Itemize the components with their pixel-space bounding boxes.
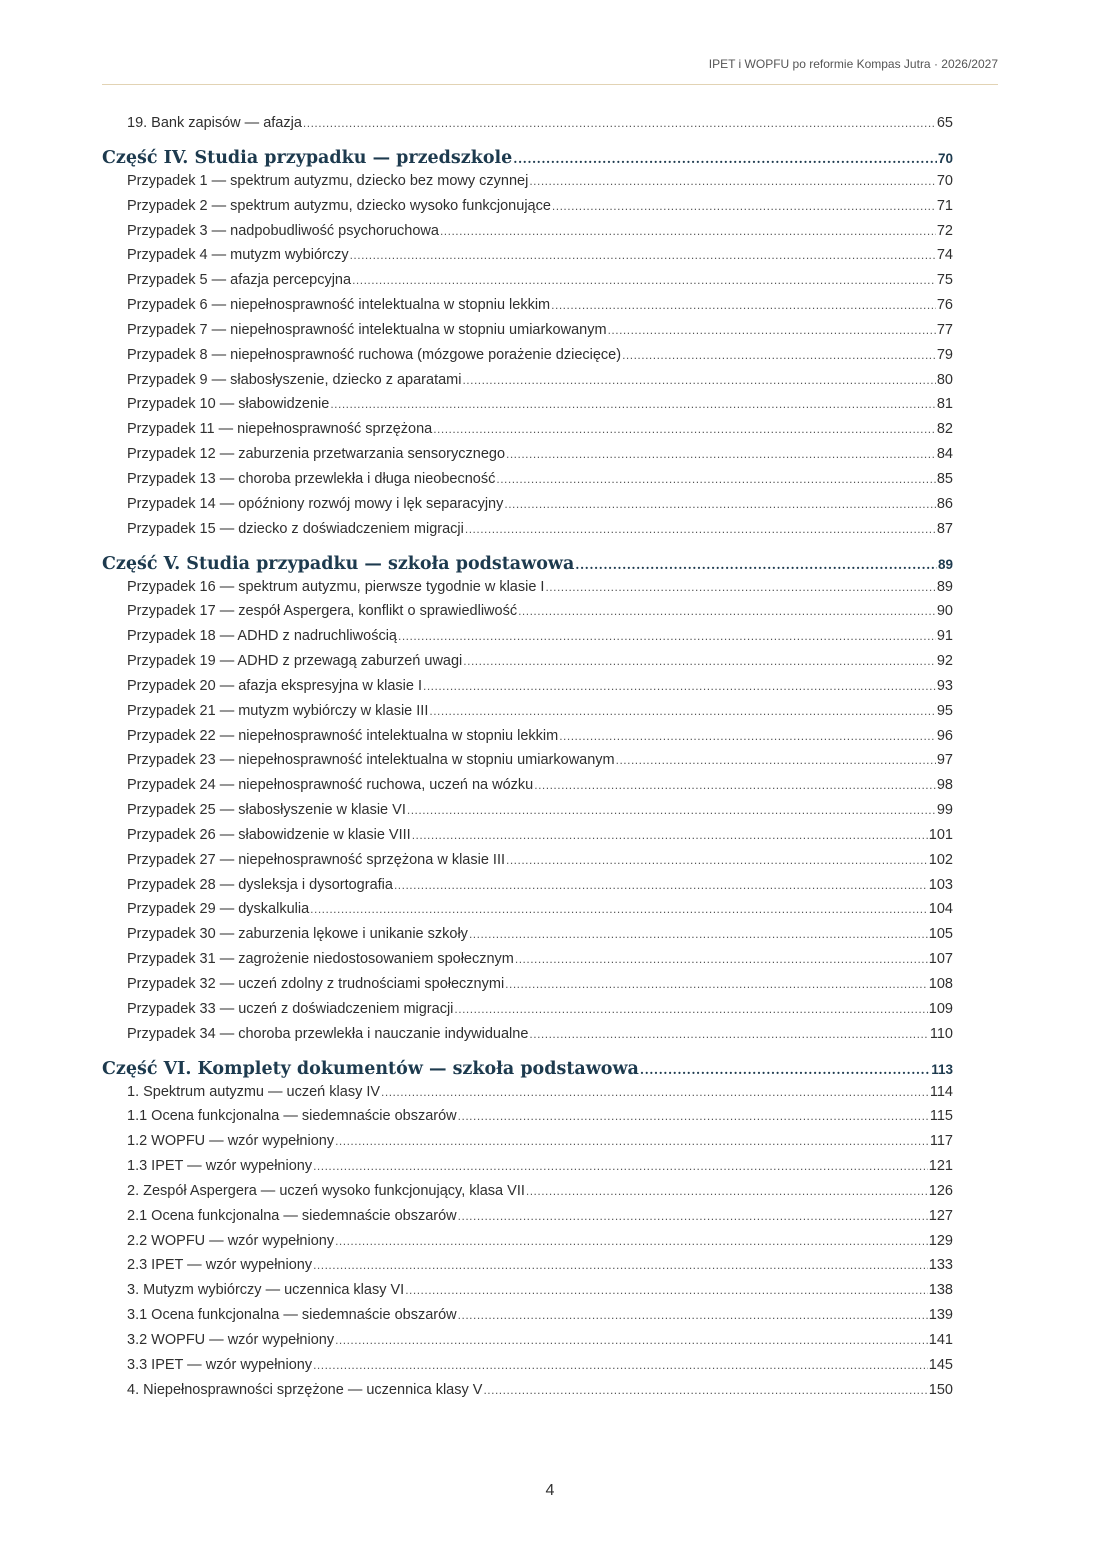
toc-page-number: 65 (936, 115, 953, 131)
dot-leader (463, 654, 936, 668)
dot-leader (534, 778, 936, 792)
dot-leader (622, 348, 936, 362)
toc-entry[interactable] (102, 1208, 953, 1233)
toc-page-number: 129 (928, 1232, 953, 1249)
toc-entry[interactable] (102, 471, 953, 496)
dot-leader (335, 1234, 928, 1248)
toc-page-number: 102 (928, 851, 953, 868)
toc-page-number: 139 (928, 1307, 953, 1324)
toc-entry-title: 1.2 WOPFU — wzór wypełniony (127, 1133, 335, 1150)
toc-entry[interactable] (102, 1001, 953, 1026)
toc-entry-title: Przypadek 26 — słabowidzenie w klasie VIII (127, 826, 411, 843)
dot-leader (575, 558, 937, 572)
toc-page-number: 96 (936, 727, 953, 744)
toc-entry[interactable] (102, 877, 953, 902)
toc-entry[interactable] (102, 396, 953, 421)
toc-entry[interactable] (102, 322, 953, 347)
toc-entry-title: Przypadek 13 — choroba przewlekła i długa nieobecność (127, 470, 496, 487)
toc-page-number: 104 (928, 901, 953, 918)
running-header: IPET i WOPFU po reformie Kompas Jutra · 2026/2027 (708, 57, 998, 71)
toc-entry-title: Przypadek 29 — dyskalkulia (127, 901, 310, 918)
dot-leader (506, 853, 928, 867)
toc-entry-title: 2.2 WOPFU — wzór wypełniony (127, 1232, 335, 1249)
toc-entry[interactable] (102, 446, 953, 471)
toc-entry-title: Przypadek 12 — zaburzenia przetwarzania sensorycznego (127, 446, 506, 463)
dot-leader (458, 1209, 928, 1223)
toc-entry-title: Przypadek 15 — dziecko z doświadczeniem migracji (127, 520, 464, 537)
toc-entry-title: Przypadek 25 — słabosłyszenie w klasie VI (127, 802, 406, 819)
toc-entry[interactable] (102, 653, 953, 678)
toc-page-number: 109 (928, 1000, 953, 1017)
dot-leader (454, 1002, 927, 1016)
toc-entry[interactable] (102, 1233, 953, 1258)
toc-entry-title: Przypadek 17 — zespół Aspergera, konflikt o sprawiedliwość (127, 603, 518, 620)
toc-entry[interactable] (102, 1026, 953, 1051)
toc-entry[interactable] (102, 173, 953, 198)
toc-page-number: 101 (928, 826, 953, 843)
toc-entry[interactable] (102, 1332, 953, 1357)
toc-page-number: 75 (936, 272, 953, 289)
toc-entry-title: Przypadek 7 — niepełnosprawność intelektualna w stopniu umiarkowanym (127, 321, 607, 338)
toc-entry[interactable] (102, 1257, 953, 1282)
toc-page-number: 121 (928, 1158, 953, 1175)
toc-entry-title: 3.2 WOPFU — wzór wypełniony (127, 1331, 335, 1348)
toc-entry-title: Część IV. Studia przypadku — przedszkole (102, 147, 513, 168)
toc-page-number: 126 (928, 1182, 953, 1199)
toc-entry-title: Przypadek 32 — uczeń zdolny z trudnościami społecznymi (127, 976, 505, 992)
toc-page-number: 95 (936, 702, 953, 719)
dot-leader (440, 224, 936, 238)
toc-entry[interactable] (102, 198, 953, 223)
toc-entry-title: Przypadek 8 — niepełnosprawność ruchowa (mózgowe porażenie dziecięce) (127, 346, 622, 363)
dot-leader (381, 1085, 929, 1099)
toc-page-number: 133 (928, 1257, 953, 1274)
toc-page-number: 77 (936, 321, 953, 338)
toc-part-heading[interactable] (102, 148, 953, 173)
dot-leader (394, 878, 928, 892)
toc-entry-title: Przypadek 21 — mutyzm wybiórczy w klasie III (127, 702, 429, 719)
toc-entry-title: Przypadek 28 — dysleksja i dysortografia (127, 876, 393, 893)
toc-entry-title: Część V. Studia przypadku — szkoła podstawowa (102, 553, 575, 574)
toc-entry[interactable] (102, 521, 953, 546)
toc-page-number: 79 (936, 346, 953, 363)
toc-entry-title: Przypadek 11 — niepełnosprawność sprzężona (127, 421, 433, 438)
dot-leader (423, 679, 936, 693)
toc-page-number: 71 (936, 197, 953, 214)
toc-entry[interactable] (102, 802, 953, 827)
dot-leader (526, 1184, 928, 1198)
toc-entry-title: Przypadek 24 — niepełnosprawność ruchowa, uczeń na wózku (127, 777, 534, 794)
toc-entry-title: 2.3 IPET — wzór wypełniony (127, 1257, 313, 1274)
toc-page-number: 141 (928, 1331, 953, 1348)
header-divider (102, 84, 998, 85)
dot-leader (469, 927, 928, 941)
toc-entry-title: Przypadek 27 — niepełnosprawność sprzężona w klasie III (127, 851, 505, 868)
toc-entry[interactable] (102, 421, 953, 446)
toc-page-number: 70 (937, 150, 953, 166)
toc-page-number: 87 (936, 520, 953, 537)
toc-page-number: 113 (931, 1061, 953, 1077)
toc-entry[interactable] (102, 1307, 953, 1332)
dot-leader (458, 1308, 928, 1322)
toc-page-number: 127 (928, 1207, 953, 1224)
toc-entry[interactable] (102, 247, 953, 272)
toc-page-number: 93 (936, 677, 953, 694)
toc-entry[interactable] (102, 297, 953, 322)
toc-entry-title: Przypadek 20 — afazja ekspresyjna w klasie I (127, 677, 422, 694)
toc-entry[interactable] (102, 1108, 953, 1133)
toc-entry-title: Przypadek 18 — ADHD z nadruchliwością (127, 628, 397, 645)
toc-entry-title: Przypadek 23 — niepełnosprawność intelektualna w stopniu umiarkowanym (127, 752, 615, 769)
toc-page-number: 92 (936, 653, 953, 670)
toc-page-number: 86 (936, 495, 953, 512)
toc-entry[interactable] (102, 223, 953, 248)
dot-leader (513, 152, 937, 166)
toc-page-number: 138 (928, 1282, 953, 1299)
toc-entry[interactable] (102, 678, 953, 703)
toc-entry-title: Przypadek 19 — ADHD z przewagą zaburzeń uwagi (127, 653, 463, 670)
dot-leader (429, 704, 935, 718)
toc-entry[interactable] (102, 1133, 953, 1158)
dot-leader (350, 248, 936, 262)
dot-leader (504, 497, 935, 511)
dot-leader (616, 753, 936, 767)
dot-leader (310, 902, 928, 916)
table-of-contents (102, 115, 953, 1407)
dot-leader (483, 1383, 927, 1397)
toc-entry-title: 1.1 Ocena funkcjonalna — siedemnaście obszarów (127, 1108, 457, 1125)
toc-entry-title: Przypadek 9 — słabosłyszenie, dziecko z aparatami (127, 371, 462, 388)
toc-entry-title: Przypadek 14 — opóźniony rozwój mowy i lęk separacyjny (127, 495, 504, 512)
toc-entry[interactable] (102, 115, 953, 140)
toc-page-number: 114 (929, 1083, 953, 1100)
dot-leader (608, 323, 936, 337)
toc-page-number: 70 (936, 172, 953, 189)
dot-leader (313, 1159, 928, 1173)
dot-leader (545, 580, 935, 594)
toc-entry-title: 1. Spektrum autyzmu — uczeń klasy IV (127, 1083, 381, 1100)
dot-leader (313, 1358, 928, 1372)
toc-entry[interactable] (102, 852, 953, 877)
dot-leader (405, 1283, 928, 1297)
toc-part-heading[interactable] (102, 1059, 953, 1084)
toc-entry[interactable] (102, 496, 953, 521)
toc-entry-title: 2.1 Ocena funkcjonalna — siedemnaście obszarów (127, 1207, 457, 1224)
dot-leader (407, 803, 936, 817)
toc-page-number: 74 (936, 247, 953, 264)
toc-page-number: 89 (936, 578, 953, 595)
toc-entry-title: Przypadek 4 — mutyzm wybiórczy (127, 247, 349, 264)
toc-page-number: 115 (929, 1108, 953, 1125)
dot-leader (505, 977, 928, 991)
toc-entry-title: Przypadek 31 — zagrożenie niedostosowaniem społecznym (127, 951, 514, 968)
dot-leader (335, 1333, 928, 1347)
toc-entry[interactable] (102, 951, 953, 976)
toc-entry[interactable] (102, 777, 953, 802)
toc-entry-title: 19. Bank zapisów — afazja (127, 115, 302, 131)
dot-leader (313, 1258, 928, 1272)
toc-entry-title: Przypadek 5 — afazja percepcyjna (127, 272, 352, 289)
dot-leader (433, 422, 936, 436)
toc-entry[interactable] (102, 628, 953, 653)
toc-entry[interactable] (102, 901, 953, 926)
dot-leader (458, 1109, 929, 1123)
toc-page-number: 97 (936, 752, 953, 769)
toc-page-number: 84 (936, 446, 953, 463)
toc-entry[interactable] (102, 1382, 953, 1407)
toc-entry[interactable] (102, 1158, 953, 1183)
toc-entry[interactable] (102, 272, 953, 297)
toc-page-number: 103 (928, 876, 953, 893)
toc-entry[interactable] (102, 1183, 953, 1208)
toc-entry-title: 3.3 IPET — wzór wypełniony (127, 1356, 313, 1373)
toc-page-number: 108 (928, 976, 953, 992)
toc-page-number: 99 (936, 802, 953, 819)
toc-entry[interactable] (102, 1084, 953, 1109)
page-number: 4 (545, 1482, 555, 1499)
toc-page-number: 80 (936, 371, 953, 388)
toc-page-number: 145 (928, 1356, 953, 1373)
dot-leader (398, 629, 936, 643)
toc-entry-title: 4. Niepełnosprawności sprzężone — uczennica klasy V (127, 1381, 483, 1398)
toc-page-number: 72 (936, 222, 953, 239)
toc-entry-title: Przypadek 30 — zaburzenia lękowe i unikanie szkoły (127, 926, 468, 943)
dot-leader (330, 397, 936, 411)
toc-entry[interactable] (102, 579, 953, 604)
toc-page-number: 110 (929, 1025, 953, 1042)
toc-entry-title: Przypadek 34 — choroba przewlekła i nauczanie indywidualne (127, 1025, 529, 1042)
toc-page-number: 105 (928, 926, 953, 943)
dot-leader (303, 116, 936, 130)
toc-page-number: 82 (936, 421, 953, 438)
toc-entry-title: Przypadek 6 — niepełnosprawność intelektualna w stopniu lekkim (127, 297, 551, 314)
dot-leader (465, 522, 936, 536)
toc-entry-title: Przypadek 10 — słabowidzenie (127, 396, 330, 413)
toc-entry-title: Przypadek 1 — spektrum autyzmu, dziecko bez mowy czynnej (127, 172, 529, 189)
toc-entry-title: Część VI. Komplety dokumentów — szkoła podstawowa (102, 1058, 639, 1079)
toc-page-number: 76 (936, 297, 953, 314)
toc-page-number: 85 (936, 470, 953, 487)
dot-leader (529, 1027, 928, 1041)
toc-entry-title: Przypadek 3 — nadpobudliwość psychoruchowa (127, 222, 439, 239)
toc-entry-title: Przypadek 33 — uczeń z doświadczeniem migracji (127, 1000, 454, 1017)
dot-leader (518, 604, 936, 618)
toc-page-number: 91 (936, 628, 953, 645)
dot-leader (352, 273, 936, 287)
toc-entry-title: Przypadek 2 — spektrum autyzmu, dziecko wysoko funkcjonujące (127, 197, 551, 214)
toc-page-number: 81 (936, 396, 953, 413)
toc-entry[interactable] (102, 752, 953, 777)
toc-entry[interactable] (102, 703, 953, 728)
toc-entry[interactable] (102, 926, 953, 951)
toc-entry[interactable] (102, 976, 953, 1001)
toc-entry[interactable] (102, 1357, 953, 1382)
toc-entry-title: Przypadek 16 — spektrum autyzmu, pierwsze tygodnie w klasie I (127, 578, 545, 595)
toc-entry[interactable] (102, 827, 953, 852)
toc-page-number: 98 (936, 777, 953, 794)
toc-entry-title: 3. Mutyzm wybiórczy — uczennica klasy VI (127, 1282, 405, 1299)
toc-entry-title: Przypadek 22 — niepełnosprawność intelektualna w stopniu lekkim (127, 727, 559, 744)
dot-leader (462, 373, 935, 387)
dot-leader (506, 447, 936, 461)
dot-leader (529, 174, 936, 188)
toc-page-number: 107 (928, 951, 953, 968)
dot-leader (552, 199, 936, 213)
toc-entry[interactable] (102, 603, 953, 628)
toc-page-number: 89 (937, 556, 953, 572)
dot-leader (640, 1063, 930, 1077)
dot-leader (551, 298, 936, 312)
toc-part-heading[interactable] (102, 554, 953, 579)
toc-entry-title: 1.3 IPET — wzór wypełniony (127, 1158, 313, 1175)
dot-leader (335, 1134, 929, 1148)
toc-entry[interactable] (102, 372, 953, 397)
toc-entry[interactable] (102, 347, 953, 372)
dot-leader (559, 729, 936, 743)
dot-leader (412, 828, 928, 842)
toc-entry[interactable] (102, 1282, 953, 1307)
dot-leader (496, 472, 936, 486)
toc-entry[interactable] (102, 728, 953, 753)
toc-page-number: 117 (929, 1133, 953, 1150)
dot-leader (515, 952, 928, 966)
toc-page-number: 150 (928, 1381, 953, 1398)
toc-entry-title: 2. Zespół Aspergera — uczeń wysoko funkcjonujący, klasa VII (127, 1182, 525, 1199)
toc-page-number: 90 (936, 603, 953, 620)
toc-entry-title: 3.1 Ocena funkcjonalna — siedemnaście obszarów (127, 1307, 457, 1324)
